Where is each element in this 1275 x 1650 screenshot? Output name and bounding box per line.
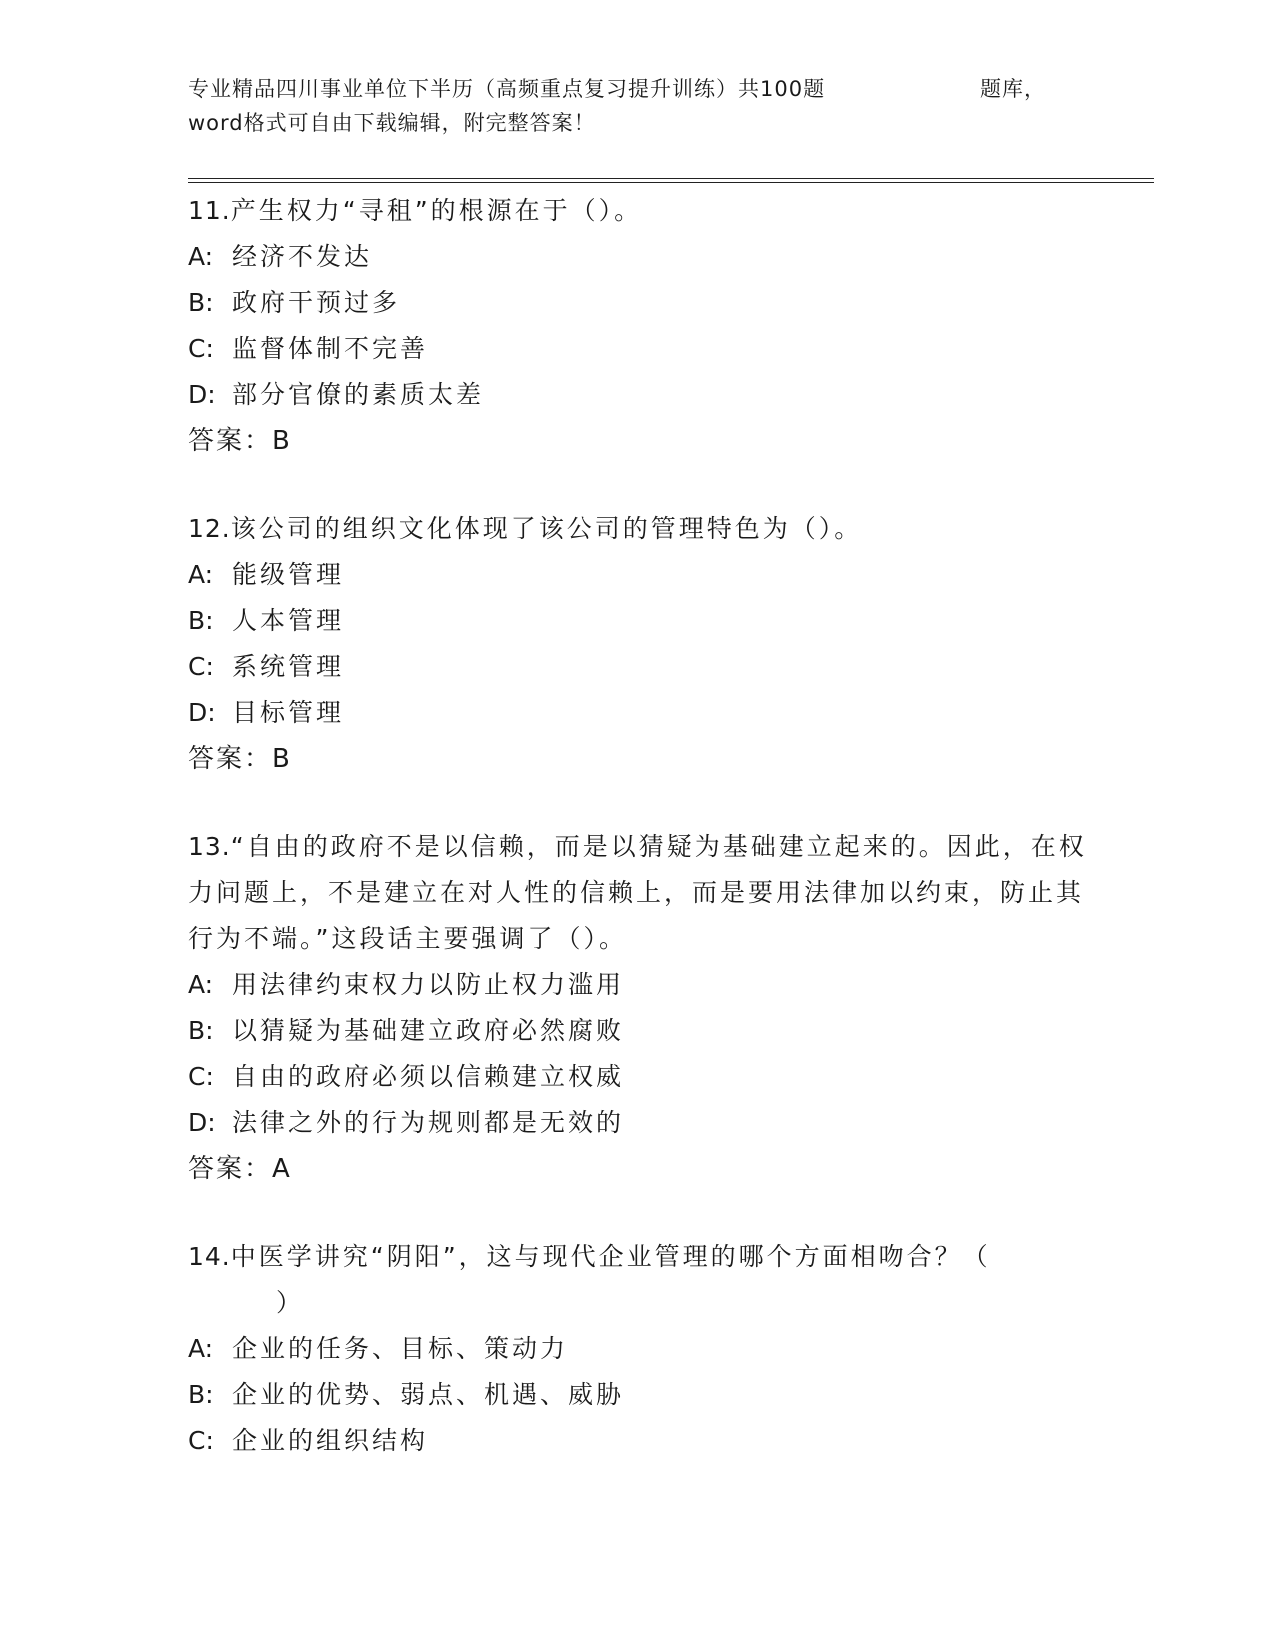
header-divider-top: [188, 178, 1154, 179]
question-list: [188, 188, 1088, 1506]
option-key: D:: [188, 1108, 216, 1137]
option-d: [188, 372, 1088, 418]
question-14: [188, 1234, 1088, 1464]
option-key: B:: [188, 1380, 214, 1409]
option-key: B:: [188, 288, 214, 317]
question-number: 14.: [188, 1242, 231, 1271]
option-key: C:: [188, 334, 214, 363]
answer-line: 答案：A: [188, 1154, 292, 1184]
option-c: [188, 1054, 1088, 1100]
option-b: [188, 280, 1088, 326]
option-d: [188, 690, 1088, 736]
question-13: [188, 824, 1088, 1192]
option-text: 监督体制不完善: [232, 334, 429, 363]
question-number: 11.: [188, 196, 231, 225]
option-text: 经济不发达: [232, 242, 373, 271]
answer-line: 答案：B: [188, 426, 292, 456]
option-key: A:: [188, 970, 214, 999]
answer-line: 答案：B: [188, 744, 292, 774]
option-c: [188, 326, 1088, 372]
question-body: “自由的政府不是以信赖，而是以猜疑为基础建立起来的。因此，在权力问题上，不是建立在对人性的信赖上，而是要用法律加以约束，防止其行为不端。”这段话主要强调了（）。: [188, 832, 1087, 953]
header-line-1: [188, 72, 1068, 106]
option-text: 企业的优势、弱点、机遇、威胁: [232, 1380, 625, 1409]
question-body: 产生权力“寻租”的根源在于（）。: [230, 196, 643, 225]
question-12: [188, 506, 1088, 782]
question-number: 13.: [188, 832, 231, 861]
option-key: C:: [188, 1062, 214, 1091]
question-text: [188, 1234, 1088, 1326]
option-d: [188, 1100, 1088, 1146]
option-text: 法律之外的行为规则都是无效的: [232, 1108, 625, 1137]
question-body: 该公司的组织文化体现了该公司的管理特色为（）。: [230, 514, 863, 543]
question-text: [188, 824, 1088, 962]
option-key: B:: [188, 1016, 214, 1045]
option-text: 以猜疑为基础建立政府必然腐败: [232, 1016, 625, 1045]
option-key: D:: [188, 380, 216, 409]
option-text: 政府干预过多: [232, 288, 401, 317]
option-key: A:: [188, 1334, 214, 1363]
question-text: [188, 188, 1088, 234]
option-text: 企业的组织结构: [232, 1426, 429, 1455]
option-text: 能级管理: [232, 560, 345, 589]
option-a: [188, 552, 1088, 598]
option-text: 系统管理: [232, 652, 345, 681]
header-subtitle: word格式可自由下载编辑，附完整答案！: [188, 111, 596, 135]
question-continuation: ）: [276, 1288, 305, 1317]
question-text: [188, 506, 1088, 552]
document-header: [188, 72, 1068, 140]
option-text: 人本管理: [232, 606, 345, 635]
option-key: A:: [188, 242, 214, 271]
option-key: C:: [188, 652, 214, 681]
option-key: C:: [188, 1426, 214, 1455]
header-divider-bottom: [188, 182, 1154, 183]
option-b: [188, 1008, 1088, 1054]
header-title-tail: 题库，: [980, 77, 1046, 101]
option-text: 用法律约束权力以防止权力滥用: [232, 970, 625, 999]
option-c: [188, 1418, 1088, 1464]
option-c: [188, 644, 1088, 690]
question-body: 中医学讲究“阴阳”，这与现代企业管理的哪个方面相吻合？（: [230, 1242, 991, 1271]
option-a: [188, 962, 1088, 1008]
option-text: 目标管理: [232, 698, 345, 727]
header-title: 专业精品四川事业单位下半历（高频重点复习提升训练）共100题: [188, 77, 826, 101]
option-b: [188, 598, 1088, 644]
option-text: 自由的政府必须以信赖建立权威: [232, 1062, 625, 1091]
option-key: A:: [188, 560, 214, 589]
option-key: B:: [188, 606, 214, 635]
question-11: [188, 188, 1088, 464]
option-b: [188, 1372, 1088, 1418]
option-text: 部分官僚的素质太差: [232, 380, 485, 409]
option-text: 企业的任务、目标、策动力: [232, 1334, 569, 1363]
option-a: [188, 234, 1088, 280]
option-key: D:: [188, 698, 216, 727]
option-a: [188, 1326, 1088, 1372]
question-number: 12.: [188, 514, 231, 543]
